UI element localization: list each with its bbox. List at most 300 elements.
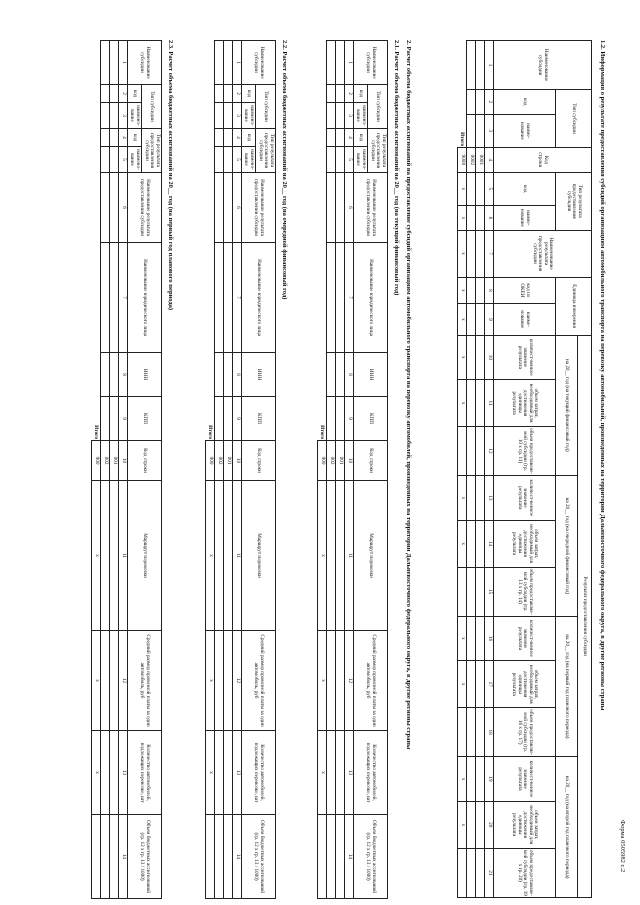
cell[interactable] — [467, 380, 476, 427]
cell[interactable] — [215, 41, 224, 85]
x-mark: x — [458, 661, 467, 708]
cell[interactable] — [467, 567, 476, 616]
cell[interactable] — [224, 353, 233, 397]
cell[interactable] — [336, 103, 345, 129]
cell[interactable] — [476, 230, 485, 277]
col-num: 2 — [119, 85, 128, 103]
cell[interactable] — [467, 277, 476, 304]
hdr-plan1: на 20__ год (на первый год планового периода) — [556, 616, 578, 757]
x-mark: x — [458, 172, 467, 205]
cell[interactable] — [110, 397, 119, 441]
col-num: 12 — [119, 631, 128, 731]
cell[interactable] — [327, 147, 336, 173]
cell[interactable] — [224, 815, 233, 899]
cell[interactable] — [476, 335, 485, 380]
hdr-cur-year: на 20__ год (на текущий финансовый год) — [556, 335, 578, 476]
section21-heading: 2.1. Расчет объема бюджетных ассигнований на 20__ год (на текущий финансовый год) — [393, 40, 400, 296]
hdr-inn: ИНН — [354, 353, 388, 397]
hdr-cars: Количество автомобилей, подлежащих перевозке, шт — [354, 731, 388, 815]
hdr-code: код — [128, 129, 142, 147]
hdr-type: Тип субсидии — [142, 85, 162, 129]
hdr-code: код — [354, 85, 368, 103]
row-code: 002 — [101, 441, 110, 481]
cell[interactable] — [467, 801, 476, 848]
cell[interactable] — [467, 426, 476, 475]
col-num: 13 — [345, 731, 354, 815]
col-num: 1 — [485, 41, 494, 90]
cell[interactable] — [215, 631, 224, 731]
col-num: 8 — [345, 353, 354, 397]
row-code: 001 — [110, 441, 119, 481]
col-num: 4 — [119, 129, 128, 147]
cell[interactable] — [476, 801, 485, 848]
cell[interactable] — [215, 397, 224, 441]
hdr-avg-fee: Средний размер провозной платы за один автомобиль, руб — [242, 631, 276, 731]
hdr-result-name: Наименование результата предоставления субсидии — [494, 230, 592, 277]
hdr-name: Наименование субсидии — [242, 41, 276, 85]
x-mark: x — [92, 631, 101, 731]
cell[interactable] — [336, 397, 345, 441]
cell[interactable] — [101, 631, 110, 731]
hdr-name: Наименование субсидии — [354, 41, 388, 85]
hdr-row-code: Код строки — [354, 441, 388, 481]
cell[interactable] — [336, 243, 345, 353]
hdr-cars: Количество автомобилей, подлежащих перевозке, шт — [242, 731, 276, 815]
cell[interactable] — [336, 41, 345, 85]
total-row — [318, 41, 327, 899]
cell[interactable] — [224, 103, 233, 129]
col-num: 7 — [485, 230, 494, 277]
cell[interactable] — [336, 147, 345, 173]
hdr-qty: количест-венное значение результата — [494, 757, 556, 802]
hdr-qty: количест-венное значение результата — [494, 335, 556, 380]
x-mark: x — [318, 631, 327, 731]
form-code: Форма 0505982 с.2 — [619, 820, 626, 873]
cell[interactable] — [476, 206, 485, 231]
col-num: 5 — [119, 147, 128, 173]
col-num: 16 — [485, 616, 494, 661]
cell[interactable] — [327, 815, 336, 899]
hdr-qty: количест-венное значение результата — [494, 616, 556, 661]
cell[interactable] — [101, 815, 110, 899]
x-mark: x — [458, 230, 467, 277]
cell[interactable] — [476, 304, 485, 335]
col-num: 14 — [119, 815, 128, 899]
hdr-results: Результат предоставления субсидии — [578, 335, 592, 898]
cell[interactable] — [467, 172, 476, 205]
section2-heading: 2. Расчет объема бюджетных ассигнований на предоставление субсидий организациям автомобильного транспорта на перевозку автомобилей, произведенных на территории Дальневосточного федерального округа, в другие регионы страны — [405, 40, 412, 750]
hdr-code: код — [354, 129, 368, 147]
hdr-need: объем затрат, необходимый для достижения единицы результата — [494, 661, 556, 708]
hdr-kpp: КПП — [242, 397, 276, 441]
cell[interactable] — [110, 815, 119, 899]
x-mark: x — [458, 335, 467, 380]
cell[interactable] — [336, 173, 345, 243]
row-code: 0001 — [476, 148, 485, 173]
hdr-budget: Объем бюджетных ассигнований (гр. 12 х гр. 13 / 1000) — [242, 815, 276, 899]
hdr-code: код — [242, 85, 256, 103]
hdr-plan2: на 20__ год (на второй год планового периода) — [556, 757, 578, 898]
hdr-need: объем затрат, необходимый для достижения единицы результата — [494, 380, 556, 427]
total-label: Итого — [206, 41, 215, 441]
x-mark: x — [458, 520, 467, 567]
cell[interactable] — [318, 815, 327, 899]
cell[interactable] — [101, 147, 110, 173]
hdr-result-type: Тип результата предоставления субсидии — [142, 129, 162, 173]
hdr-naming: наимено-вание — [242, 103, 256, 129]
cell[interactable] — [467, 616, 476, 661]
cell[interactable] — [215, 731, 224, 815]
cell[interactable] — [215, 129, 224, 147]
cell[interactable] — [101, 103, 110, 129]
col-num: 13 — [119, 731, 128, 815]
row-code: 0002 — [467, 148, 476, 173]
cell[interactable] — [327, 129, 336, 147]
hdr-legal: Наименование юридического лица — [242, 243, 276, 353]
hdr-kpp: КПП — [354, 397, 388, 441]
cell[interactable] — [476, 848, 485, 897]
cell[interactable] — [215, 147, 224, 173]
cell[interactable] — [467, 90, 476, 115]
cell[interactable] — [476, 520, 485, 567]
cell[interactable] — [110, 173, 119, 243]
section21-table — [317, 40, 388, 899]
hdr-code: код — [494, 172, 556, 205]
cell[interactable] — [458, 426, 467, 475]
cell[interactable] — [476, 567, 485, 616]
col-num: 12 — [233, 631, 242, 731]
cell[interactable] — [101, 85, 110, 103]
hdr-row-code: Код строки — [128, 441, 162, 481]
col-num: 3 — [119, 103, 128, 129]
x-mark: x — [458, 206, 467, 231]
col-num: 11 — [119, 481, 128, 631]
cell[interactable] — [327, 731, 336, 815]
col-num: 9 — [119, 397, 128, 441]
cell[interactable] — [224, 397, 233, 441]
cell[interactable] — [101, 243, 110, 353]
cell[interactable] — [215, 85, 224, 103]
x-mark: x — [206, 631, 215, 731]
cell[interactable] — [467, 708, 476, 757]
cell[interactable] — [476, 708, 485, 757]
col-num: 21 — [485, 848, 494, 897]
cell[interactable] — [101, 41, 110, 85]
hdr-inn: ИНН — [242, 353, 276, 397]
col-num: 17 — [485, 661, 494, 708]
col-num: 3 — [345, 103, 354, 129]
x-mark: x — [458, 277, 467, 304]
cell[interactable] — [110, 731, 119, 815]
hdr-naming: наимено-вание — [354, 147, 368, 173]
hdr-naming: наимено-вание — [354, 103, 368, 129]
cell[interactable] — [327, 353, 336, 397]
cell[interactable] — [467, 304, 476, 335]
total-row — [92, 41, 101, 899]
total-label: Итого — [92, 41, 101, 441]
row-code: 002 — [215, 441, 224, 481]
cell[interactable] — [327, 41, 336, 85]
cell[interactable] — [224, 173, 233, 243]
cell[interactable] — [110, 353, 119, 397]
cell[interactable] — [476, 757, 485, 802]
cell[interactable] — [101, 397, 110, 441]
cell[interactable] — [467, 230, 476, 277]
cell[interactable] — [101, 353, 110, 397]
hdr-code: код — [494, 90, 556, 115]
cell[interactable] — [327, 243, 336, 353]
cell[interactable] — [101, 731, 110, 815]
row-code: 001 — [224, 441, 233, 481]
col-num: 6 — [233, 173, 242, 243]
cell[interactable] — [327, 631, 336, 731]
cell[interactable] — [467, 757, 476, 802]
col-num: 6 — [485, 206, 494, 231]
cell[interactable] — [110, 129, 119, 147]
cell[interactable] — [224, 147, 233, 173]
table-row — [110, 41, 119, 899]
hdr-result-type: Тип результата предоставления субсидии — [368, 129, 388, 173]
cell[interactable] — [327, 85, 336, 103]
cell[interactable] — [215, 815, 224, 899]
table-row — [467, 41, 476, 898]
col-num: 10 — [233, 441, 242, 481]
cell[interactable] — [224, 85, 233, 103]
cell[interactable] — [327, 397, 336, 441]
col-num: 14 — [345, 815, 354, 899]
cell[interactable] — [336, 731, 345, 815]
section1-heading: 1.2. Информация о результате предоставления субсидий организациям автомобильного транспорта на перевозку автомобильной, произведенных на территории Дальневосточного федерального округа, в другие регионы страны — [599, 40, 606, 711]
hdr-inn: ИНН — [128, 353, 162, 397]
col-num: 11 — [485, 380, 494, 427]
cell[interactable] — [327, 173, 336, 243]
cell[interactable] — [101, 129, 110, 147]
cell[interactable] — [101, 481, 110, 631]
cell[interactable] — [467, 520, 476, 567]
cell[interactable] — [215, 353, 224, 397]
cell[interactable] — [336, 129, 345, 147]
col-number-row — [119, 41, 128, 899]
cell[interactable] — [215, 173, 224, 243]
col-num: 7 — [345, 243, 354, 353]
hdr-name: Наименование субсидии — [494, 41, 592, 90]
col-num: 18 — [485, 708, 494, 757]
cell[interactable] — [476, 476, 485, 521]
col-num: 19 — [485, 757, 494, 802]
row-code: 001 — [336, 441, 345, 481]
cell[interactable] — [458, 708, 467, 757]
cell[interactable] — [476, 114, 485, 147]
hdr-naming: наимено-вание — [128, 147, 142, 173]
col-num: 6 — [345, 173, 354, 243]
col-num: 1 — [119, 41, 128, 85]
hdr-okei: код по ОКЕИ — [494, 277, 556, 304]
hdr-naming: наиме-нование — [494, 304, 556, 335]
table-row — [476, 41, 485, 898]
cell[interactable] — [110, 147, 119, 173]
cell[interactable] — [458, 567, 467, 616]
hdr-naming: наиме-нование — [494, 114, 556, 147]
col-num: 14 — [485, 520, 494, 567]
cell[interactable] — [336, 353, 345, 397]
hdr-result-type: Тип результата предоставления субсидии — [556, 172, 592, 230]
total-code: 900 — [206, 441, 215, 481]
hdr-naming: наиме-нование — [494, 206, 556, 231]
section1-table — [457, 40, 592, 898]
col-num: 8 — [119, 353, 128, 397]
x-mark: x — [458, 380, 467, 427]
hdr-volume: объем предоставляе-мой субсидии (гр. 16 х гр. 17) — [494, 708, 556, 757]
hdr-row-code: Код строки — [494, 148, 592, 173]
hdr-volume: объем предоставляе-мой субсидии (гр. 10 х гр. 11) — [494, 426, 556, 475]
col-num: 13 — [233, 731, 242, 815]
table-row — [101, 41, 110, 899]
cell[interactable] — [467, 476, 476, 521]
hdr-legal: Наименование юридического лица — [128, 243, 162, 353]
cell[interactable] — [476, 277, 485, 304]
table-row — [224, 41, 233, 899]
col-num: 12 — [345, 631, 354, 731]
col-num: 2 — [345, 85, 354, 103]
col-number-row — [485, 41, 494, 898]
cell[interactable] — [110, 85, 119, 103]
cell[interactable] — [467, 114, 476, 147]
cell[interactable] — [215, 481, 224, 631]
cell[interactable] — [224, 41, 233, 85]
col-num: 8 — [485, 277, 494, 304]
section22-heading: 2.2. Расчет объема бюджетных ассигнований на 20__ год (на очередной финансовый год) — [281, 40, 288, 300]
cell[interactable] — [224, 731, 233, 815]
cell[interactable] — [476, 616, 485, 661]
cell[interactable] — [110, 103, 119, 129]
col-num: 6 — [119, 173, 128, 243]
cell[interactable] — [467, 41, 476, 90]
hdr-route: Маршрут перевозки — [354, 481, 388, 631]
cell[interactable] — [476, 172, 485, 205]
hdr-next-year: на 20__ год (на очередной финансовый год) — [556, 476, 578, 617]
x-mark: x — [458, 757, 467, 802]
cell[interactable] — [467, 661, 476, 708]
hdr-code: код — [128, 85, 142, 103]
section22-table — [205, 40, 276, 899]
x-mark: x — [318, 481, 327, 631]
cell[interactable] — [336, 631, 345, 731]
hdr-need: объем затрат, необходимый для достижения единицы результата — [494, 801, 556, 848]
cell[interactable] — [110, 41, 119, 85]
hdr-avg-fee: Средний размер провозной платы за один автомобиль, руб — [128, 631, 162, 731]
hdr-result-name: Наименование результата предоставления субсидии — [128, 173, 162, 243]
hdr-kpp: КПП — [128, 397, 162, 441]
x-mark: x — [458, 616, 467, 661]
cell[interactable] — [92, 815, 101, 899]
cell[interactable] — [327, 103, 336, 129]
col-num: 11 — [233, 481, 242, 631]
cell[interactable] — [224, 481, 233, 631]
hdr-unit: Единица измерения — [556, 277, 592, 335]
col-num: 9 — [233, 397, 242, 441]
cell[interactable] — [110, 631, 119, 731]
x-mark: x — [458, 801, 467, 848]
hdr-cars: Количество автомобилей, подлежащих перевозке, шт — [128, 731, 162, 815]
col-num: 8 — [233, 353, 242, 397]
col-num: 1 — [345, 41, 354, 85]
hdr-legal: Наименование юридического лица — [354, 243, 388, 353]
col-num: 2 — [485, 90, 494, 115]
col-num: 13 — [485, 476, 494, 521]
row-code: 002 — [327, 441, 336, 481]
col-num: 11 — [345, 481, 354, 631]
col-num: 20 — [485, 801, 494, 848]
x-mark: x — [92, 731, 101, 815]
x-mark: x — [206, 481, 215, 631]
total-code: 9000 — [458, 148, 467, 173]
total-row — [458, 41, 467, 898]
section23-table — [91, 40, 162, 899]
section23-heading: 2.3. Расчет объема бюджетных ассигнований на 20__ год (на первый год планового периода) — [167, 40, 174, 311]
col-number-row — [233, 41, 242, 899]
cell[interactable] — [336, 85, 345, 103]
table-row — [336, 41, 345, 899]
total-code: 900 — [318, 441, 327, 481]
cell[interactable] — [467, 335, 476, 380]
hdr-avg-fee: Средний размер провозной платы за один автомобиль, руб — [354, 631, 388, 731]
cell[interactable] — [458, 848, 467, 897]
table-row — [327, 41, 336, 899]
hdr-name: Наименование субсидии — [128, 41, 162, 85]
cell[interactable] — [110, 243, 119, 353]
hdr-naming: наимено-вание — [128, 103, 142, 129]
cell[interactable] — [476, 90, 485, 115]
col-num: 1 — [233, 41, 242, 85]
col-num: 9 — [485, 304, 494, 335]
hdr-type: Тип субсидии — [368, 85, 388, 129]
cell[interactable] — [476, 380, 485, 427]
cell[interactable] — [327, 481, 336, 631]
hdr-volume: объем предоставляе-мой субсидии (гр. 19 х гр. 20) — [494, 848, 556, 897]
hdr-budget: Объем бюджетных ассигнований (гр. 12 х гр. 13 / 1000) — [354, 815, 388, 899]
col-num: 3 — [233, 103, 242, 129]
cell[interactable] — [224, 129, 233, 147]
col-num: 12 — [485, 426, 494, 475]
cell[interactable] — [224, 243, 233, 353]
cell[interactable] — [215, 103, 224, 129]
cell[interactable] — [215, 243, 224, 353]
col-number-row — [345, 41, 354, 899]
cell[interactable] — [476, 661, 485, 708]
col-num: 4 — [345, 129, 354, 147]
cell[interactable] — [336, 815, 345, 899]
hdr-result-name: Наименование результата предоставления субсидии — [354, 173, 388, 243]
col-num: 4 — [233, 129, 242, 147]
hdr-row-code: Код строки — [242, 441, 276, 481]
cell[interactable] — [476, 41, 485, 90]
cell[interactable] — [206, 815, 215, 899]
cell[interactable] — [101, 173, 110, 243]
hdr-result-name: Наименование результата предоставления субсидии — [242, 173, 276, 243]
total-code: 900 — [92, 441, 101, 481]
cell[interactable] — [467, 848, 476, 897]
total-label: Итого — [318, 41, 327, 441]
cell[interactable] — [467, 206, 476, 231]
cell[interactable] — [224, 631, 233, 731]
col-num: 2 — [233, 85, 242, 103]
cell[interactable] — [476, 426, 485, 475]
cell[interactable] — [110, 481, 119, 631]
cell[interactable] — [336, 481, 345, 631]
col-num: 10 — [119, 441, 128, 481]
x-mark: x — [458, 476, 467, 521]
total-label: Итого — [458, 41, 467, 148]
